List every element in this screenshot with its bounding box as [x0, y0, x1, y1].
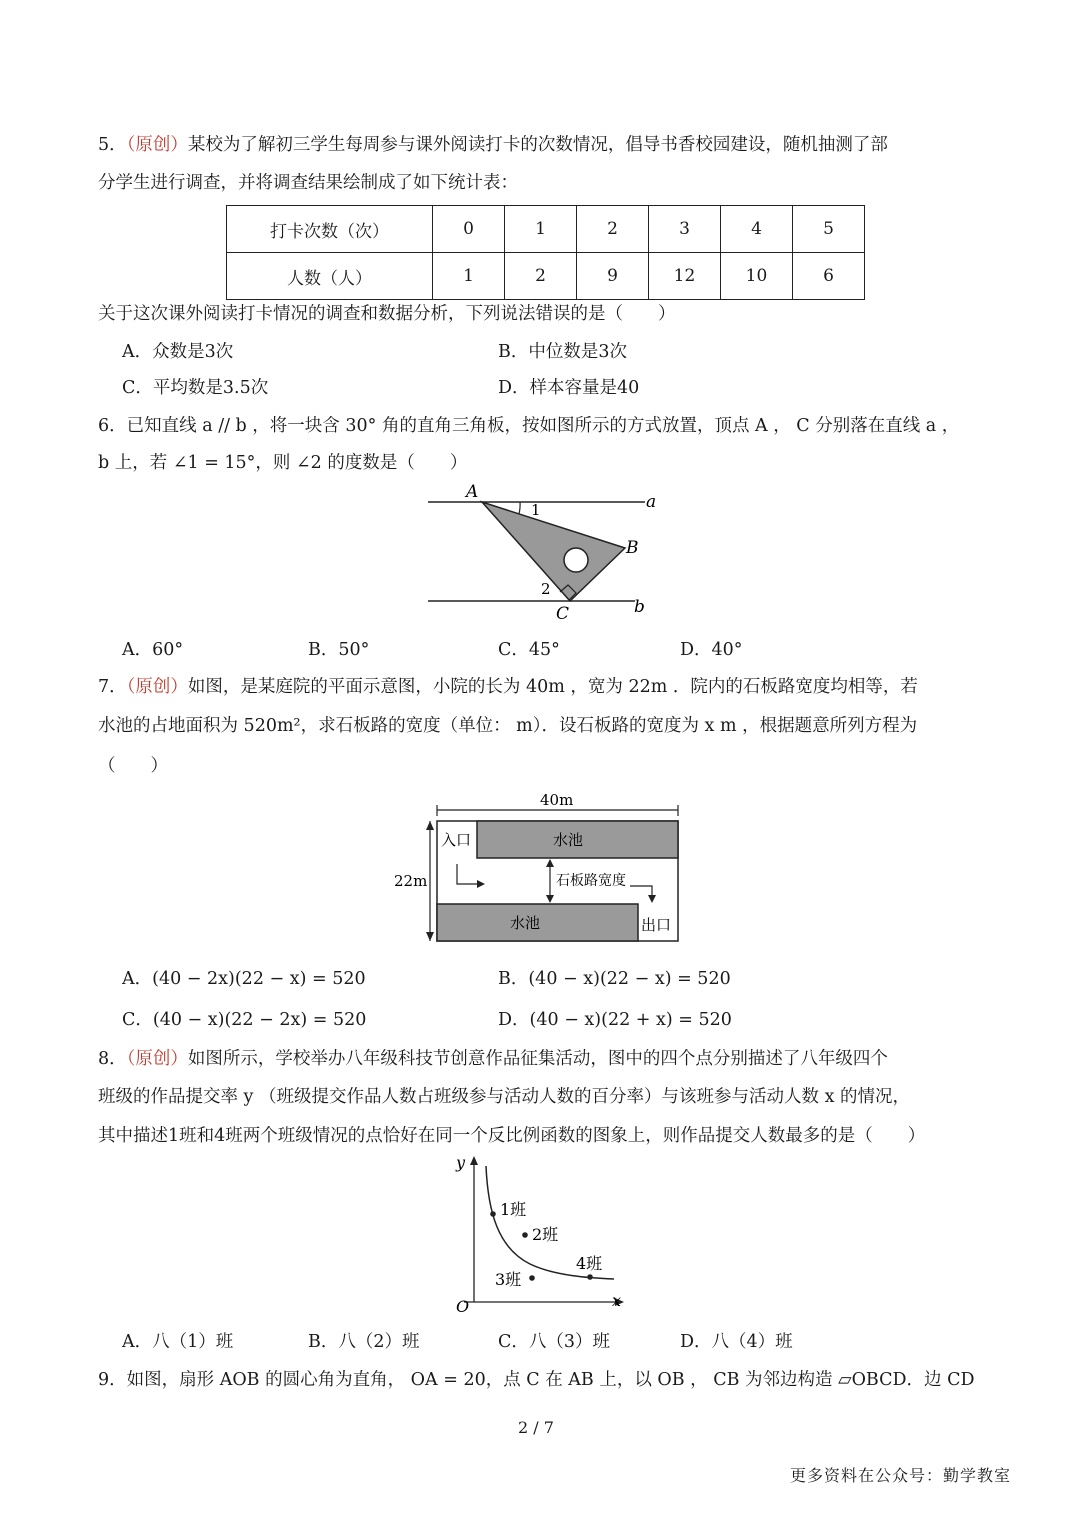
- q6-triangle-figure: [420, 480, 670, 625]
- q7-line3: （ ）: [98, 756, 168, 776]
- table-cell: 5: [793, 206, 865, 253]
- table-cell: 12: [649, 253, 721, 300]
- q8-option-c[interactable]: C．八（3）班: [498, 1332, 611, 1352]
- q7-number: 7．: [98, 677, 127, 697]
- table-cell: 2: [505, 253, 577, 300]
- y-axis-label: y: [456, 1153, 466, 1172]
- q6-line2: b 上，若 ∠1 = 15°，则 ∠2 的度数是（ ）: [98, 453, 468, 473]
- entrance-label: 入口: [441, 831, 472, 849]
- q7-option-d[interactable]: D．(40 − x)(22 + x) = 520: [498, 1010, 732, 1030]
- label-A: A: [466, 482, 479, 502]
- label-class-4: 4班: [576, 1254, 603, 1273]
- q6-line1: 6．已知直线 a // b ，将一块含 30° 角的直角三角板，按如图所示的方式放置，顶点 A ， C 分别落在直线 a ，: [98, 416, 960, 436]
- q6-option-d[interactable]: D．40°: [680, 640, 743, 660]
- width-label: 22m: [394, 872, 428, 890]
- q8-line1: [98, 1045, 888, 1070]
- pool-top-label: 水池: [553, 831, 584, 849]
- label-a: a: [646, 492, 657, 512]
- width-arrow-bottom: [426, 932, 434, 941]
- q8-option-a[interactable]: A．八（1）班: [122, 1332, 234, 1352]
- table-cell: 3: [649, 206, 721, 253]
- table-cell: 6: [793, 253, 865, 300]
- label-C: C: [556, 604, 570, 624]
- path-width-label: 石板路宽度: [556, 873, 626, 889]
- exit-label: 出口: [641, 916, 672, 934]
- pool-bottom-label: 水池: [510, 914, 541, 932]
- table-header-people: 人数（人）: [227, 253, 433, 300]
- q8-line3: 其中描述1班和4班两个班级情况的点恰好在同一个反比例函数的图象上，则作品提交人数最多的是（ ）: [98, 1126, 926, 1146]
- triangle-hole: [564, 548, 588, 572]
- table-cell: 4: [721, 206, 793, 253]
- q7-option-b[interactable]: B．(40 − x)(22 − x) = 520: [498, 969, 731, 989]
- q7-line2: 水池的占地面积为 520m²，求石板路的宽度（单位： m）．设石板路的宽度为 x m ，根据题意所列方程为: [98, 716, 918, 736]
- q5-option-c[interactable]: C．平均数是3.5次: [122, 378, 269, 398]
- footer-note: 更多资料在公众号：勤学教室: [790, 1466, 1012, 1485]
- q6-option-b[interactable]: B．50°: [308, 640, 370, 660]
- q7-option-c[interactable]: C．(40 − x)(22 − 2x) = 520: [122, 1010, 367, 1030]
- label-class-3: 3班: [495, 1270, 522, 1289]
- point-class-2: [522, 1232, 528, 1238]
- q5-line1: [98, 131, 888, 156]
- q5-line1-text: 某校为了解初三学生每周参与课外阅读打卡的次数情况，倡导书香校园建设，随机抽测了部: [187, 135, 888, 155]
- q8-option-b[interactable]: B．八（2）班: [308, 1332, 420, 1352]
- q8-line2: 班级的作品提交率 y （班级提交作品人数占班级参与活动人数的百分率）与该班参与活动人数 x 的情况，: [98, 1087, 911, 1107]
- q8-original-tag: （原创）: [126, 1049, 188, 1069]
- q5-original-tag: （原创）: [126, 135, 188, 155]
- q7-line1: [98, 673, 918, 698]
- width-arrow-top: [426, 821, 434, 830]
- table-header-count: 打卡次数（次）: [227, 206, 433, 253]
- q7-courtyard-figure: [390, 788, 690, 948]
- point-class-4: [587, 1274, 593, 1280]
- label-angle-1: 1: [531, 501, 541, 519]
- q6-option-a[interactable]: A．60°: [122, 640, 184, 660]
- label-class-2: 2班: [532, 1225, 559, 1244]
- q8-number: 8．: [98, 1049, 127, 1069]
- q8-option-d[interactable]: D．八（4）班: [680, 1332, 793, 1352]
- table-cell: 1: [433, 253, 505, 300]
- q5-line2: 分学生进行调查，并将调查结果绘制成了如下统计表：: [98, 173, 518, 193]
- table-row: [227, 253, 865, 300]
- angle-1-arc: [519, 502, 520, 514]
- point-class-1: [490, 1211, 496, 1217]
- q5-question: 关于这次课外阅读打卡情况的调查和数据分析，下列说法错误的是（ ）: [98, 304, 676, 324]
- table-cell: 0: [433, 206, 505, 253]
- label-b: b: [634, 597, 645, 617]
- q5-option-b[interactable]: B．中位数是3次: [498, 342, 627, 362]
- label-B: B: [626, 538, 639, 558]
- q6-option-c[interactable]: C．45°: [498, 640, 560, 660]
- y-axis-arrow: [470, 1156, 478, 1165]
- label-angle-2: 2: [541, 580, 551, 598]
- q7-line1-text: 如图，是某庭院的平面示意图，小院的长为 40m ，宽为 22m ．院内的石板路宽度均相等，若: [187, 677, 918, 697]
- q7-original-tag: （原创）: [126, 677, 188, 697]
- point-class-3: [529, 1275, 535, 1281]
- q5-option-d[interactable]: D．样本容量是40: [498, 378, 640, 398]
- table-row: [227, 206, 865, 253]
- q8-line1-text: 如图所示，学校举办八年级科技节创意作品征集活动，图中的四个点分别描述了八年级四个: [187, 1049, 888, 1069]
- q5-option-a[interactable]: A．众数是3次: [122, 342, 234, 362]
- q7-option-a[interactable]: A．(40 − 2x)(22 − x) = 520: [122, 969, 366, 989]
- set-square-triangle: [482, 502, 625, 601]
- table-cell: 10: [721, 253, 793, 300]
- length-label: 40m: [540, 791, 574, 809]
- table-cell: 1: [505, 206, 577, 253]
- label-class-1: 1班: [500, 1200, 527, 1219]
- q9-line1: 9．如图，扇形 AOB 的圆心角为直角， OA = 20，点 C 在 AB 上，以 OB ， CB 为邻边构造 ▱OBCD．边 CD: [98, 1370, 975, 1390]
- q8-graph-figure: [450, 1152, 630, 1317]
- table-cell: 9: [577, 253, 649, 300]
- q5-stat-table: [226, 205, 865, 300]
- x-axis-label: x: [612, 1291, 622, 1310]
- table-cell: 2: [577, 206, 649, 253]
- q5-number: 5．: [98, 135, 127, 155]
- origin-label: O: [456, 1297, 470, 1316]
- page-number: 2 / 7: [518, 1418, 554, 1437]
